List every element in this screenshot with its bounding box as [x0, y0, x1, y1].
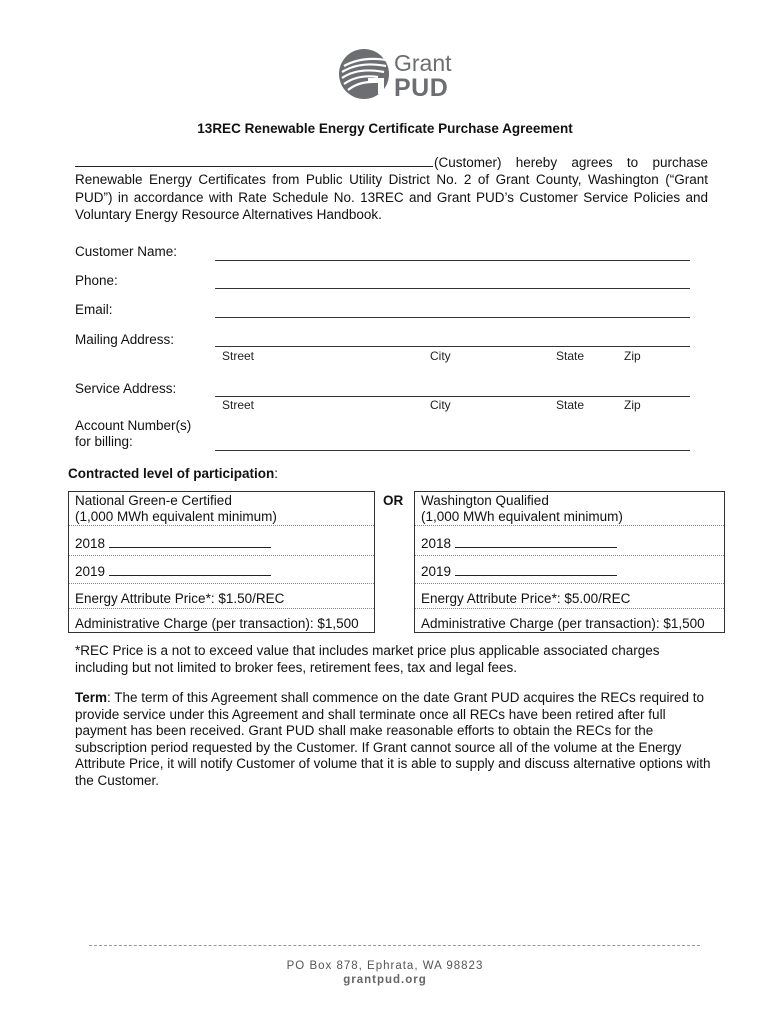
customer-name-field[interactable] — [215, 260, 690, 261]
option-left-subtitle: (1,000 MWh equivalent minimum) — [75, 509, 277, 524]
mailing-address-field[interactable] — [215, 346, 690, 347]
option-washington-qualified[interactable] — [414, 491, 725, 633]
option-left-year-2018: 2018 — [75, 536, 106, 551]
customer-blank-line[interactable] — [75, 154, 433, 167]
intro-first-line: (Customer) hereby agrees to purchase — [434, 155, 708, 170]
service-city-caption: City — [430, 398, 451, 412]
option-left-title: National Green-e Certified — [75, 493, 232, 508]
or-separator: OR — [383, 493, 404, 508]
footer-address: PO Box 878, Ephrata, WA 98823 — [286, 960, 484, 972]
option-right-year-2019-row — [415, 564, 724, 584]
option-left-2019-field[interactable] — [109, 564, 271, 576]
mailing-city-caption: City — [430, 349, 451, 363]
phone-field[interactable] — [215, 288, 690, 289]
service-street-caption: Street — [222, 398, 255, 412]
logo-text-grant: Grant — [394, 50, 452, 76]
service-address-field[interactable] — [215, 396, 690, 397]
option-left-year-2019-row — [69, 564, 374, 584]
option-right-2018-field[interactable] — [455, 536, 617, 548]
option-left-year-2018-row — [69, 536, 374, 556]
term-label: Term — [75, 690, 108, 705]
option-right-year-2019: 2019 — [421, 564, 452, 579]
mailing-state-caption: State — [556, 349, 585, 363]
option-right-header — [415, 492, 724, 526]
option-left-header — [69, 492, 374, 526]
service-address-label: Service Address: — [75, 381, 177, 396]
participation-heading-text: Contracted level of participation — [68, 466, 275, 481]
customer-name-label: Customer Name: — [75, 244, 178, 259]
footer-website: grantpud.org — [343, 974, 427, 986]
mailing-zip-caption: Zip — [624, 349, 641, 363]
email-label: Email: — [75, 302, 113, 317]
option-right-title: Washington Qualified — [421, 493, 549, 508]
logo-text-pud: PUD — [394, 74, 449, 102]
intro-body: Renewable Energy Certificates from Public Utility District No. 2 of Grant County, Washington (“Grant PUD”) in accordance with Rate Schedule No. 13REC and Grant PUD’s Customer Service Policies and Voluntary Energy Resource Alternatives Handbook. — [75, 172, 708, 223]
email-field[interactable] — [215, 317, 690, 318]
option-right-year-2018: 2018 — [421, 536, 452, 551]
mailing-address-label: Mailing Address: — [75, 332, 175, 347]
term-paragraph — [75, 690, 715, 789]
participation-heading-colon: : — [274, 466, 279, 481]
option-right-subtitle: (1,000 MWh equivalent minimum) — [421, 509, 623, 524]
rec-price-note: *REC Price is a not to exceed value that includes market price plus applicable associated charges including but not limited to broker fees, retirement fees, tax and legal fees. — [75, 643, 660, 675]
option-national-green-e[interactable] — [68, 491, 375, 633]
grant-pud-logo — [338, 44, 468, 104]
account-number-label: Account Number(s) — [75, 418, 192, 433]
option-right-2019-field[interactable] — [455, 564, 617, 576]
option-left-year-2019: 2019 — [75, 564, 106, 579]
option-left-price: Energy Attribute Price*: $1.50/REC — [69, 591, 374, 609]
service-state-caption: State — [556, 398, 585, 412]
participation-heading — [68, 466, 278, 481]
option-right-price: Energy Attribute Price*: $5.00/REC — [415, 591, 724, 609]
footer-divider — [89, 945, 700, 946]
mailing-street-caption: Street — [222, 349, 255, 363]
option-left-2018-field[interactable] — [109, 536, 271, 548]
phone-label: Phone: — [75, 273, 118, 288]
account-billing-label: for billing: — [75, 434, 133, 449]
intro-paragraph — [75, 154, 708, 224]
document-title: 13REC Renewable Energy Certificate Purchase Agreement — [197, 121, 573, 136]
service-zip-caption: Zip — [624, 398, 641, 412]
term-text: : The term of this Agreement shall commence on the date Grant PUD acquires the RECs required to provide service under this Agreement and shall terminate once all RECs have been retired after full payment has been received. Grant PUD shall make reasonable efforts to obtain the RECs for the subscription period requested by the Customer. If Grant cannot source all of the volume at the Energy Attribute Price, it will notify Customer of volume that it is able to supply and discuss alternative options with the Customer. — [75, 690, 711, 788]
option-right-year-2018-row — [415, 536, 724, 556]
account-number-field[interactable] — [215, 450, 690, 451]
option-right-admin-charge: Administrative Charge (per transaction): $1,500 — [421, 616, 705, 631]
option-left-admin-charge: Administrative Charge (per transaction): $1,500 — [75, 616, 359, 631]
